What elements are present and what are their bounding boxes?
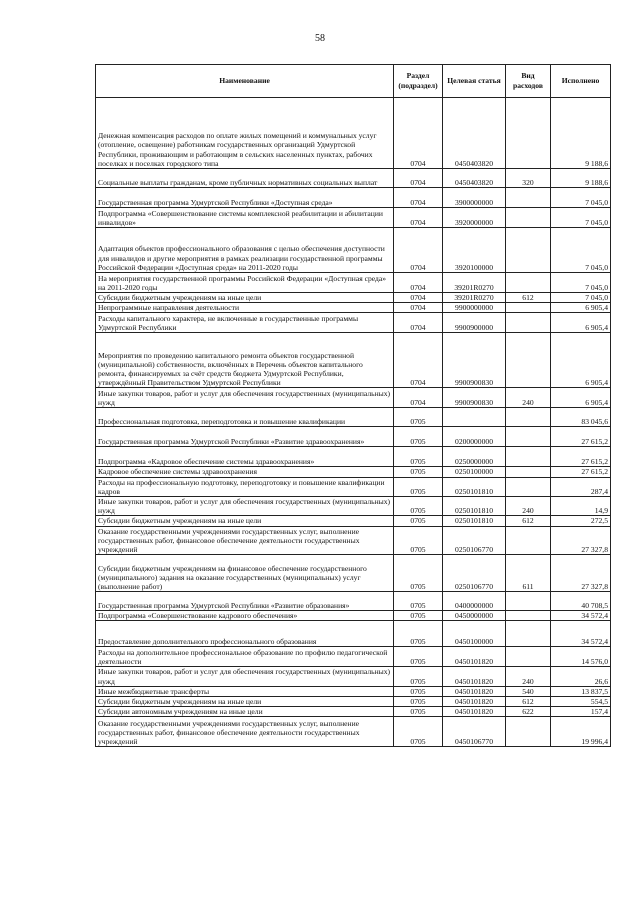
table-row [96,313,611,333]
row-target: 9900000000 [443,303,506,313]
row-amount: 272,5 [551,516,611,526]
table-row [96,388,611,408]
row-section: 0705 [394,447,443,467]
row-section: 0705 [394,467,443,477]
row-amount: 9 188,6 [551,169,611,188]
row-name-text: Субсидии бюджетным учреждениям на финансовое обеспечение государственного (муниципального) задания на оказание государственных (муниципальных) услуг (выполнение работ) [98,563,367,592]
table-row [96,467,611,477]
row-section: 0705 [394,408,443,427]
row-name-text: Непрограммные направления деятельности [98,303,240,313]
row-name-text: Денежная компенсация расходов по оплате жилых помещений и коммунальных услуг (отопление, освещение) работникам государственных организаций Удмуртской Республики, проживающим и работающим в сельских населенных пунктах, рабочих поселках и поселках городского типа [98,131,377,168]
row-target [443,408,506,427]
row-amount: 27 615,2 [551,427,611,447]
row-type [506,208,551,228]
row-name [96,447,394,467]
row-target: 0450101820 [443,686,506,696]
row-type [506,526,551,555]
row-type [506,273,551,293]
row-target: 0450101820 [443,697,506,707]
row-type: 612 [506,697,551,707]
row-amount: 6 905,4 [551,388,611,408]
page-number: 58 [315,33,325,44]
row-target: 0200000000 [443,427,506,447]
row-amount: 6 905,4 [551,303,611,313]
table-row [96,273,611,293]
row-type [506,592,551,611]
row-type: 540 [506,686,551,696]
row-section: 0705 [394,526,443,555]
table-row [96,333,611,388]
table-row [96,516,611,526]
row-section: 0705 [394,621,443,647]
table-row [96,477,611,496]
row-target: 0250101810 [443,477,506,496]
table-row [96,497,611,516]
header-executed: Исполнено [551,65,611,98]
header-section: Раздел (подраздел) [394,65,443,98]
row-type [506,303,551,313]
row-name-text: Кадровое обеспечение системы здравоохранения [98,467,257,477]
table-row [96,427,611,447]
row-name-text: Расходы на дополнительное профессиональное образование по профилю педагогической деятельности [98,648,388,667]
row-type [506,408,551,427]
row-name-text: Государственная программа Удмуртской Республики «Развитие здравоохранения» [98,437,365,447]
row-name [96,717,394,747]
row-name-text: Государственная программа Удмуртской Республики «Развитие образования» [98,601,350,611]
row-target: 0450100000 [443,621,506,647]
row-name [96,303,394,313]
row-section: 0705 [394,707,443,717]
table-row [96,717,611,747]
row-name-text: Мероприятия по проведению капитального ремонта объектов государственной (муниципальной) собственности, включённых в Перечень объектов капитального ремонта, финансируемых за счёт средств бюджета Удмуртской Республики, утверждённый Правительством Удмуртской Республики [98,350,363,388]
row-amount: 14 576,0 [551,647,611,667]
table-row [96,98,611,169]
row-name-text: Иные закупки товаров, работ и услуг для обеспечения государственных (муниципальных) нужд [98,389,391,408]
row-section: 0705 [394,516,443,526]
row-type [506,467,551,477]
row-section: 0704 [394,98,443,169]
row-target: 9900900830 [443,388,506,408]
row-name-text: Подпрограмма «Кадровое обеспечение системы здравоохранения» [98,457,315,467]
row-target: 3920000000 [443,208,506,228]
table-row [96,647,611,667]
row-section: 0705 [394,667,443,686]
table-header-row [96,65,611,98]
table-row [96,555,611,592]
row-type [506,717,551,747]
row-section: 0704 [394,273,443,293]
row-section: 0704 [394,228,443,273]
table-row [96,621,611,647]
row-name [96,707,394,717]
row-amount: 34 572,4 [551,621,611,647]
row-amount: 157,4 [551,707,611,717]
row-name [96,667,394,686]
row-type [506,228,551,273]
row-target: 0250100000 [443,467,506,477]
row-target: 0250106770 [443,555,506,592]
row-target: 0450101820 [443,667,506,686]
table-row [96,208,611,228]
row-name-text: Социальные выплаты гражданам, кроме публичных нормативных социальных выплат [98,177,378,187]
row-target: 0250101810 [443,497,506,516]
row-section: 0705 [394,497,443,516]
row-amount: 27 615,2 [551,467,611,477]
row-type [506,313,551,333]
row-section: 0705 [394,477,443,496]
table-row [96,592,611,611]
row-target: 0400000000 [443,592,506,611]
row-type [506,333,551,388]
row-target: 3900000000 [443,188,506,208]
row-target: 0250000000 [443,447,506,467]
row-amount: 27 615,2 [551,447,611,467]
row-name [96,697,394,707]
table-row [96,686,611,696]
row-name [96,611,394,621]
table-row [96,667,611,686]
row-name [96,686,394,696]
row-amount: 287,4 [551,477,611,496]
row-amount: 34 572,4 [551,611,611,621]
row-name [96,497,394,516]
row-section: 0704 [394,208,443,228]
row-name-text: Расходы на профессиональную подготовку, переподготовку и повышение квалификации кадров [98,477,385,496]
row-type: 612 [506,293,551,303]
row-name-text: Расходы капитального характера, не включенные в государственные программы Удмуртской Республики [98,314,359,333]
row-section: 0704 [394,303,443,313]
row-name [96,526,394,555]
header-target: Целевая статья [443,65,506,98]
row-type: 240 [506,388,551,408]
row-amount: 7 045,0 [551,228,611,273]
row-type: 240 [506,497,551,516]
row-name-text: Подпрограмма «Совершенствование кадрового обеспечения» [98,611,298,621]
budget-table [95,64,611,747]
row-type [506,611,551,621]
row-section: 0705 [394,647,443,667]
row-amount: 7 045,0 [551,188,611,208]
row-target: 0450106770 [443,717,506,747]
row-target: 0450101820 [443,647,506,667]
row-type: 611 [506,555,551,592]
table-body [96,98,611,747]
row-name [96,427,394,447]
header-type: Вид расходов [506,65,551,98]
row-name [96,169,394,188]
table-row [96,408,611,427]
row-amount: 83 045,6 [551,408,611,427]
row-section: 0705 [394,555,443,592]
row-name [96,621,394,647]
row-name-text: Иные межбюджетные трансферты [98,686,210,696]
row-target: 0450403820 [443,169,506,188]
row-name [96,592,394,611]
row-name-text: Субсидии бюджетным учреждениям на иные цели [98,697,262,707]
row-section: 0704 [394,169,443,188]
row-name [96,98,394,169]
row-target: 3920100000 [443,228,506,273]
row-type [506,188,551,208]
row-name [96,273,394,293]
row-amount: 9 188,6 [551,98,611,169]
table-row [96,303,611,313]
row-name-text: Оказание государственными учреждениями государственных услуг, выполнение государственных работ, финансовое обеспечение деятельности государственных учреждений [98,718,360,747]
table-row [96,526,611,555]
row-section: 0705 [394,611,443,621]
row-amount: 7 045,0 [551,293,611,303]
table-row [96,447,611,467]
row-name-text: Иные закупки товаров, работ и услуг для обеспечения государственных (муниципальных) нужд [98,667,391,686]
row-target: 9900900830 [443,333,506,388]
row-amount: 7 045,0 [551,273,611,293]
row-name [96,333,394,388]
row-section: 0705 [394,717,443,747]
row-type [506,447,551,467]
row-type [506,621,551,647]
row-target: 0250106770 [443,526,506,555]
table-row [96,293,611,303]
row-target: 9900900000 [443,313,506,333]
row-name [96,647,394,667]
row-section: 0704 [394,388,443,408]
row-name-text: Субсидии бюджетным учреждениям на иные цели [98,293,262,302]
table-row [96,228,611,273]
row-amount: 26,6 [551,667,611,686]
row-section: 0704 [394,293,443,303]
row-type: 612 [506,516,551,526]
row-name-text: Предоставление дополнительного профессионального образования [98,637,317,647]
row-amount: 7 045,0 [551,208,611,228]
row-amount: 6 905,4 [551,313,611,333]
row-name [96,208,394,228]
row-name [96,555,394,592]
row-target: 0450000000 [443,611,506,621]
row-name [96,408,394,427]
row-amount: 27 327,8 [551,555,611,592]
row-name [96,477,394,496]
row-name-text: Государственная программа Удмуртской Республики «Доступная среда» [98,197,333,207]
row-amount: 6 905,4 [551,333,611,388]
row-target: 39201R0270 [443,293,506,303]
row-section: 0705 [394,427,443,447]
row-name-text: Субсидии бюджетным учреждениям на иные цели [98,516,262,526]
row-type [506,647,551,667]
row-name [96,388,394,408]
row-type: 240 [506,667,551,686]
header-name: Наименование [96,65,394,98]
row-name-text: Иные закупки товаров, работ и услуг для обеспечения государственных (муниципальных) нужд [98,497,391,516]
table-row [96,611,611,621]
row-section: 0704 [394,313,443,333]
row-amount: 19 996,4 [551,717,611,747]
row-name-text: Профессиональная подготовка, переподготовка и повышение квалификации [98,417,346,427]
row-section: 0705 [394,686,443,696]
row-name-text: На мероприятия государственной программы Российской Федерации «Доступная среда» на 2011-2020 годы [98,273,387,292]
row-section: 0705 [394,592,443,611]
table-row [96,169,611,188]
row-name [96,293,394,303]
row-section: 0704 [394,188,443,208]
row-amount: 14,9 [551,497,611,516]
row-section: 0705 [394,697,443,707]
row-name [96,313,394,333]
row-name-text: Подпрограмма «Совершенствование системы комплексной реабилитации и абилитации инвалидов» [98,208,383,227]
row-type [506,98,551,169]
row-name [96,516,394,526]
row-name-text: Субсидии автономным учреждениям на иные цели [98,707,263,717]
row-type [506,427,551,447]
row-type: 320 [506,169,551,188]
row-name-text: Оказание государственными учреждениями государственных услуг, выполнение государственных работ, финансовое обеспечение деятельности государственных учреждений [98,526,360,555]
row-amount: 27 327,8 [551,526,611,555]
row-name [96,228,394,273]
row-target: 0450403820 [443,98,506,169]
row-amount: 13 837,5 [551,686,611,696]
table-row [96,188,611,208]
row-amount: 554,5 [551,697,611,707]
row-amount: 40 708,5 [551,592,611,611]
row-target: 0450101820 [443,707,506,717]
table-row [96,707,611,717]
row-type: 622 [506,707,551,717]
row-type [506,477,551,496]
row-name [96,188,394,208]
row-name-text: Адаптация объектов профессионального образования с целью обеспечения доступности для инвалидов и другие мероприятия в рамках реализации государственной программы Российской Федерации «Доступная среда» на 2011-2020 годы [98,244,385,272]
row-target: 0250101810 [443,516,506,526]
table-row [96,697,611,707]
row-section: 0704 [394,333,443,388]
row-target: 39201R0270 [443,273,506,293]
row-name [96,467,394,477]
